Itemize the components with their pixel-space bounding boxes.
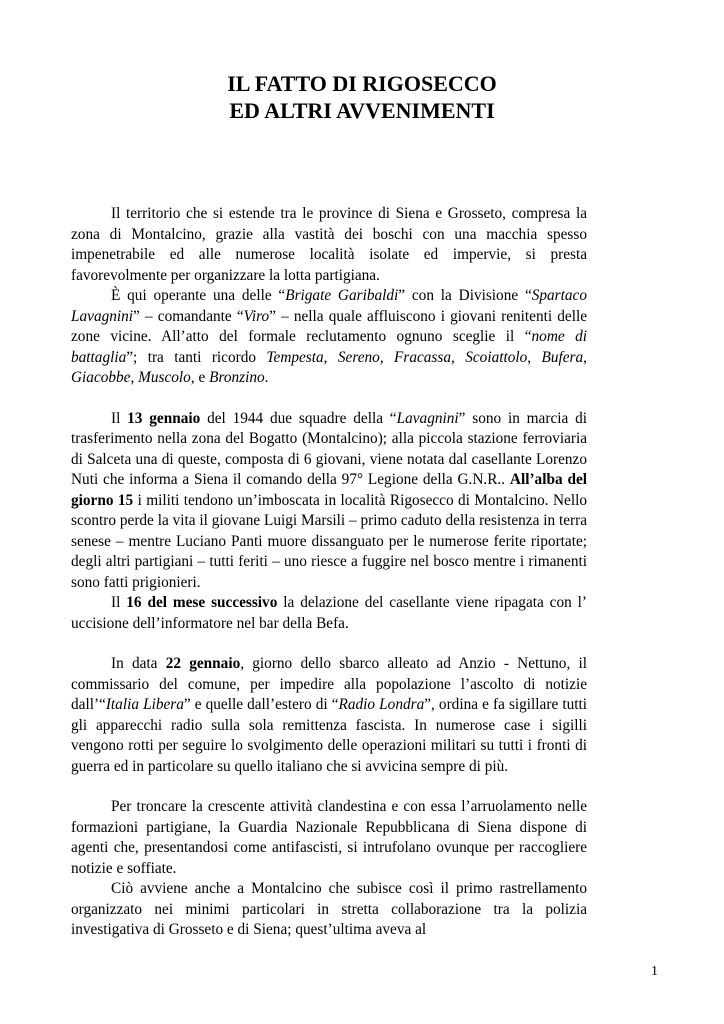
title-line-2: ED ALTRI AVVENIMENTI bbox=[229, 98, 495, 123]
document-title bbox=[0, 70, 724, 124]
paragraph-2: È qui operante una delle “Brigate Garibaldi” con la Divisione “Spartaco Lavagnini” – comandante “Viro” – nella quale affluiscono i giovani renitenti delle zone vicine. All’atto del formale reclutamento ognuno sceglie il “nome di battaglia”; tra tanti ricordo Tempesta, Sereno, Fracassa, Scoiattolo, Bufera, Giacobbe, Muscolo, e Bronzino. bbox=[71, 287, 588, 386]
document-body bbox=[71, 204, 587, 941]
paragraph-6: Per troncare la crescente attività clandestina e con essa l’arruolamento nelle formazioni partigiane, la Guardia Nazionale Repubblicana di Siena dispone di agenti che, presentandosi come antifascisti, si intrufolano ovunque per raccogliere notizie e soffiate. bbox=[71, 798, 587, 877]
title-line-1: IL FATTO DI RIGOSECCO bbox=[227, 71, 497, 96]
paragraph-5: In data 22 gennaio, giorno dello sbarco alleato ad Anzio - Nettuno, il commissario del comune, per impedire alla popolazione l’ascolto di notizie dall’“Italia Libera” e quelle dall’estero di “Radio Londra”, ordina e fa sigillare tutti gli apparecchi radio sulla sola remittenza fascista. In numerose case i sigilli vengono rotti per seguire lo svolgimento delle operazioni militari su tutti i fronti di guerra ed in particolare su quello italiano che si avvicina sempre di più. bbox=[71, 655, 587, 775]
page-number: 1 bbox=[651, 964, 658, 979]
paragraph-3: Il 13 gennaio del 1944 due squadre della “Lavagnini” sono in marcia di trasferimento nella zona del Bogatto (Montalcino); alla piccola stazione ferroviaria di Salceta una di queste, composta di 6 giovani, viene notata dal casellante Lorenzo Nuti che informa a Siena il comando della 97° Legione della G.N.R.. All’alba del giorno 15 i militi tendono un’imboscata in località Rigosecco di Montalcino. Nello scontro perde la vita il giovane Luigi Marsili – primo caduto della resistenza in terra senese – mentre Luciano Panti muore dissanguato per le numerose ferite riportate; degli altri partigiani – tutti feriti – uno riesce a fuggire nel bosco mentre i rimanenti sono fatti prigionieri. bbox=[71, 409, 587, 591]
paragraph-7: Ciò avviene anche a Montalcino che subisce così il primo rastrellamento organizzato nei minimi particolari in stretta collaborazione tra la polizia investigativa di Grosseto e di Siena; quest’ultima aveva al bbox=[71, 880, 587, 938]
paragraph-1: Il territorio che si estende tra le province di Siena e Grosseto, compresa la zona di Montalcino, grazie alla vastità dei boschi con una macchia spesso impenetrabile ed alle numerose località isolate ed impervie, si presta favorevolmente per organizzare la lotta partigiana. bbox=[71, 205, 587, 284]
paragraph-4: Il 16 del mese successivo la delazione del casellante viene ripagata con l’ uccisione dell’informatore nel bar della Befa. bbox=[71, 594, 588, 632]
